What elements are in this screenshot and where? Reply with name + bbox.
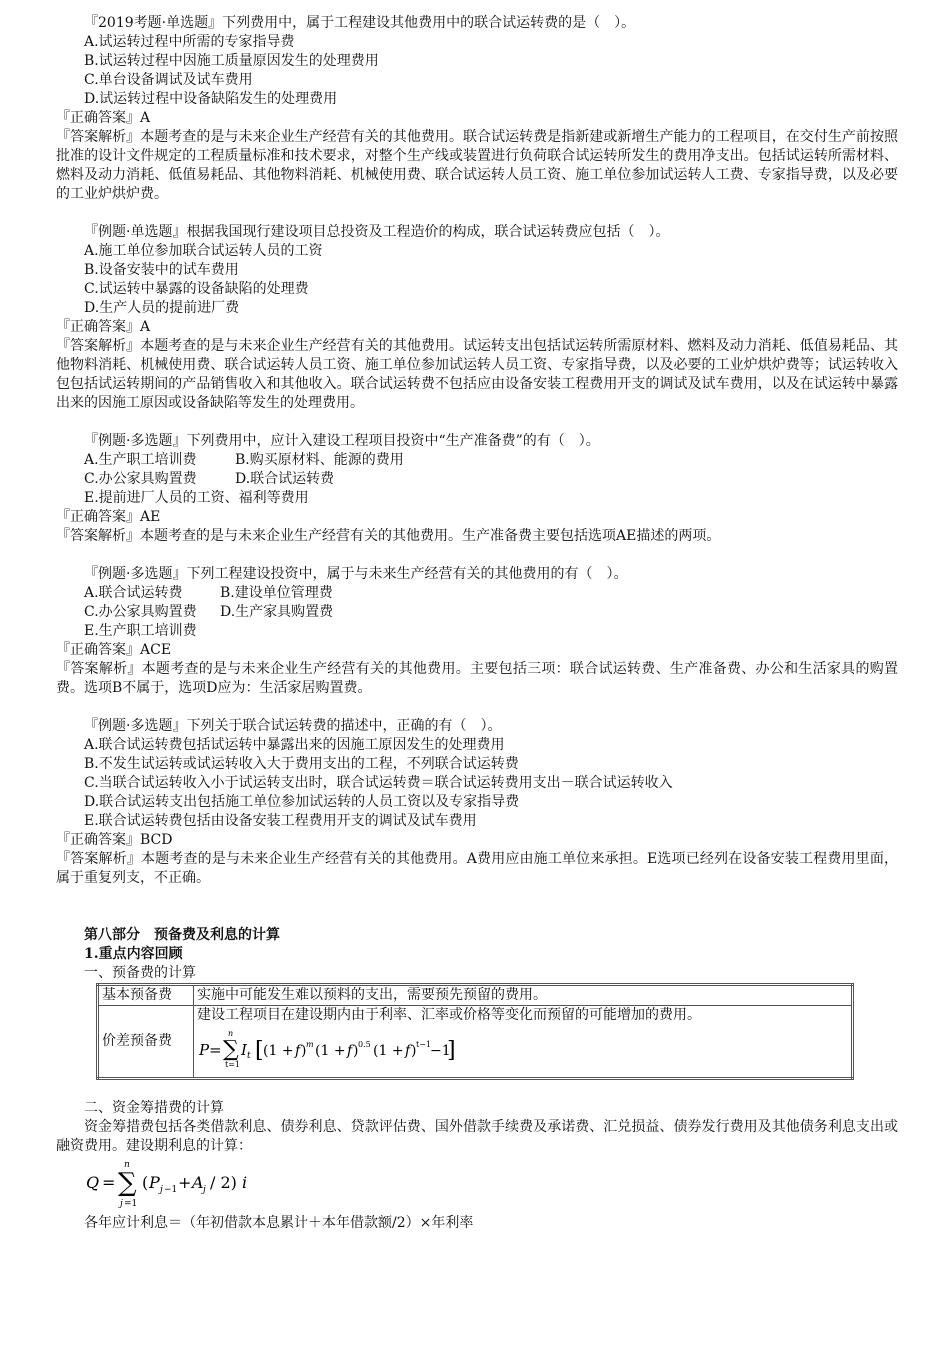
svg-text:(1 +: (1 + bbox=[263, 1043, 294, 1059]
option-row bbox=[56, 584, 898, 603]
answer-analysis: 『答案解析』本题考查的是与未来企业生产经营有关的其他费用。生产准备费主要包括选项AE描述的两项。 bbox=[56, 528, 721, 544]
option-item: D.生产人员的提前进厂费 bbox=[84, 300, 240, 316]
svg-text:): ) bbox=[301, 1043, 307, 1059]
svg-text:(: ( bbox=[142, 1173, 149, 1192]
question-block bbox=[56, 223, 898, 413]
option-row bbox=[56, 603, 898, 622]
svg-text:): ) bbox=[411, 1043, 417, 1059]
option-item: A.联合试运转费 bbox=[84, 585, 183, 601]
answer-analysis: 『答案解析』本题考查的是与未来企业生产经营有关的其他费用。A费用应由施工单位来承担。E选项已经列在设备安装工程费用里面，属于重复列支，不正确。 bbox=[56, 851, 898, 886]
svg-text:−1: −1 bbox=[430, 1043, 451, 1059]
svg-text:A: A bbox=[192, 1173, 204, 1192]
construction-interest-formula bbox=[84, 1156, 284, 1210]
table-value-cell bbox=[194, 1006, 853, 1079]
question-stem: 『例题·单选题』根据我国现行建设项目总投资及工程造价的构成，联合试运转费应包括（ ）。 bbox=[84, 224, 670, 240]
svg-text:n: n bbox=[124, 1160, 130, 1170]
option-item: A.生产职工培训费 bbox=[84, 452, 197, 468]
svg-text:(1 +: (1 + bbox=[315, 1043, 346, 1059]
price-reserve-formula bbox=[197, 1025, 457, 1071]
option-item: D.联合试运转支出包括施工单位参加试运转的人员工资以及专家指导费 bbox=[84, 794, 520, 810]
svg-text:f: f bbox=[295, 1043, 301, 1059]
table-value-cell: 实施中可能发生难以预料的支出，需要预先预留的费用。 bbox=[194, 985, 853, 1006]
table-key-cell: 基本预备费 bbox=[98, 985, 194, 1006]
option-item: D.生产家具购置费 bbox=[220, 604, 334, 620]
svg-text:]: ] bbox=[447, 1038, 456, 1063]
question-block bbox=[56, 14, 898, 204]
option-item: A.施工单位参加联合试运转人员的工资 bbox=[84, 243, 323, 259]
svg-text:=1: =1 bbox=[124, 1199, 138, 1209]
svg-text:P: P bbox=[149, 1173, 160, 1192]
correct-answer: 『正确答案』A bbox=[56, 319, 151, 335]
option-item: E.生产职工培训费 bbox=[84, 623, 197, 639]
question-block bbox=[56, 717, 898, 888]
svg-text:j: j bbox=[203, 1185, 206, 1195]
svg-text:I: I bbox=[241, 1041, 247, 1059]
question-block bbox=[56, 565, 898, 698]
svg-text:j: j bbox=[160, 1185, 163, 1195]
question-stem: 『例题·多选题』下列费用中，应计入建设工程项目投资中“生产准备费”的有（ ）。 bbox=[84, 433, 600, 449]
option-item: B.不发生试运转或试运转收入大于费用支出的工程，不列联合试运转费 bbox=[84, 756, 519, 772]
part-heading: 一、预备费的计算 bbox=[84, 965, 196, 981]
svg-text:f: f bbox=[347, 1043, 353, 1059]
answer-analysis: 『答案解析』本题考查的是与未来企业生产经营有关的其他费用。试运转支出包括试运转所需原材料、燃料及动力消耗、低值易耗品、其他物料消耗、机械使用费、联合试运转人员工资、施工单位参加试运转人员工资、专家指导费，以及必要的工业炉烘炉费等；试运转收入包包括试运转期间的产品销售收入和其他收入。联合试运转费不包括应由设备安装工程费用开支的调试及试车费用，以及在试运转中暴露出来的因施工原因或设备缺陷等发生的处理费用。 bbox=[56, 338, 898, 411]
svg-text:t−1: t−1 bbox=[416, 1040, 432, 1049]
option-item: C.单台设备调试及试车费用 bbox=[84, 72, 253, 88]
correct-answer: 『正确答案』BCD bbox=[56, 832, 173, 848]
option-item: A.联合试运转费包括试运转中暴露出来的因施工原因发生的处理费用 bbox=[84, 737, 505, 753]
option-item: E.联合试运转费包括由设备安装工程费用开支的调试及试车费用 bbox=[84, 813, 477, 829]
option-item: E.提前进厂人员的工资、福利等费用 bbox=[84, 490, 309, 506]
svg-text:j: j bbox=[120, 1199, 123, 1209]
svg-text:+: + bbox=[178, 1173, 192, 1192]
svg-text:−1: −1 bbox=[164, 1185, 178, 1195]
annual-interest-formula: 各年应计利息＝（年初借款本息累计＋本年借款额/2）×年利率 bbox=[84, 1215, 474, 1231]
option-item: C.办公家具购置费 bbox=[84, 471, 197, 487]
correct-answer: 『正确答案』A bbox=[56, 110, 151, 126]
price-reserve-description: 建设工程项目在建设期内由于利率、汇率或价格等变化而预留的可能增加的费用。 bbox=[197, 1007, 701, 1023]
option-item: D.联合试运转费 bbox=[235, 471, 335, 487]
option-item: B.试运转过程中因施工质量原因发生的处理费用 bbox=[84, 53, 379, 69]
correct-answer: 『正确答案』ACE bbox=[56, 642, 172, 658]
svg-text:f: f bbox=[405, 1043, 411, 1059]
option-item: C.试运转中暴露的设备缺陷的处理费 bbox=[84, 281, 309, 297]
svg-text:t=1: t=1 bbox=[225, 1060, 241, 1069]
reserve-fee-table bbox=[96, 983, 854, 1080]
svg-text:=: = bbox=[102, 1173, 116, 1192]
question-stem: 『例题·多选题』下列关于联合试运转费的描述中，正确的有（ ）。 bbox=[84, 718, 502, 734]
table-row bbox=[98, 985, 853, 1006]
section-subtitle: 1.重点内容回顾 bbox=[84, 946, 183, 962]
svg-text:P: P bbox=[199, 1041, 210, 1059]
svg-text:t: t bbox=[247, 1051, 251, 1061]
correct-answer: 『正确答案』AE bbox=[56, 509, 161, 525]
svg-text:∑: ∑ bbox=[223, 1037, 239, 1062]
option-item: A.试运转过程中所需的专家指导费 bbox=[84, 34, 295, 50]
answer-analysis: 『答案解析』本题考查的是与未来企业生产经营有关的其他费用。主要包括三项：联合试运转费、生产准备费、办公和生活家具的购置费。选项B不属于，选项D应为：生活家居购置费。 bbox=[56, 661, 898, 696]
question-block bbox=[56, 432, 898, 546]
section-title: 第八部分 预备费及利息的计算 bbox=[84, 927, 280, 943]
option-item: B.设备安装中的试车费用 bbox=[84, 262, 239, 278]
option-item: B.建设单位管理费 bbox=[220, 585, 333, 601]
answer-analysis: 『答案解析』本题考查的是与未来企业生产经营有关的其他费用。联合试运转费是指新建或新增生产能力的工程项目，在交付生产前按照批准的设计文件规定的工程质量标准和技术要求，对整个生产线或装置进行负荷联合试运转所发生的费用净支出。包括试运转所需材料、燃料及动力消耗、低值易耗品、其他物料消耗、机械使用费、联合试运转人员工资、施工单位参加试运转人工费、专家指导费，以及必要的工业炉烘炉费。 bbox=[56, 129, 898, 202]
financing-fee-paragraph: 资金筹措费包括各类借款利息、债券利息、贷款评估费、国外借款手续费及承诺费、汇兑损益、债券发行费用及其他债务利息支出或融资费用。建设期利息的计算： bbox=[56, 1119, 898, 1154]
svg-text:Q: Q bbox=[86, 1173, 100, 1192]
table-key-cell: 价差预备费 bbox=[98, 1006, 194, 1079]
svg-text:=: = bbox=[209, 1041, 222, 1059]
svg-text:n: n bbox=[228, 1029, 234, 1038]
option-item: C.办公家具购置费 bbox=[84, 604, 197, 620]
table-row bbox=[98, 1006, 853, 1079]
option-row bbox=[56, 470, 898, 489]
svg-text:(1 +: (1 + bbox=[373, 1043, 404, 1059]
svg-text:): ) bbox=[353, 1043, 359, 1059]
svg-text:/ 2): / 2) bbox=[210, 1173, 237, 1192]
option-item: D.试运转过程中设备缺陷发生的处理费用 bbox=[84, 91, 338, 107]
svg-text:∑: ∑ bbox=[118, 1168, 137, 1198]
option-row bbox=[56, 451, 898, 470]
option-item: C.当联合试运转收入小于试运转支出时，联合试运转费＝联合试运转费用支出－联合试运转收入 bbox=[84, 775, 673, 791]
question-stem: 『例题·多选题』下列工程建设投资中，属于与未来生产经营有关的其他费用的有（ ）。 bbox=[84, 566, 628, 582]
question-stem: 『2019考题·单选题』下列费用中，属于工程建设其他费用中的联合试运转费的是（ ）。 bbox=[84, 15, 636, 31]
svg-text:[: [ bbox=[255, 1038, 264, 1063]
svg-text:i: i bbox=[242, 1173, 248, 1192]
option-item: B.购买原材料、能源的费用 bbox=[235, 452, 404, 468]
svg-text:m: m bbox=[306, 1040, 314, 1049]
svg-text:0.5: 0.5 bbox=[358, 1040, 371, 1049]
document-page bbox=[56, 14, 898, 1233]
part-heading: 二、资金筹措费的计算 bbox=[84, 1100, 224, 1116]
